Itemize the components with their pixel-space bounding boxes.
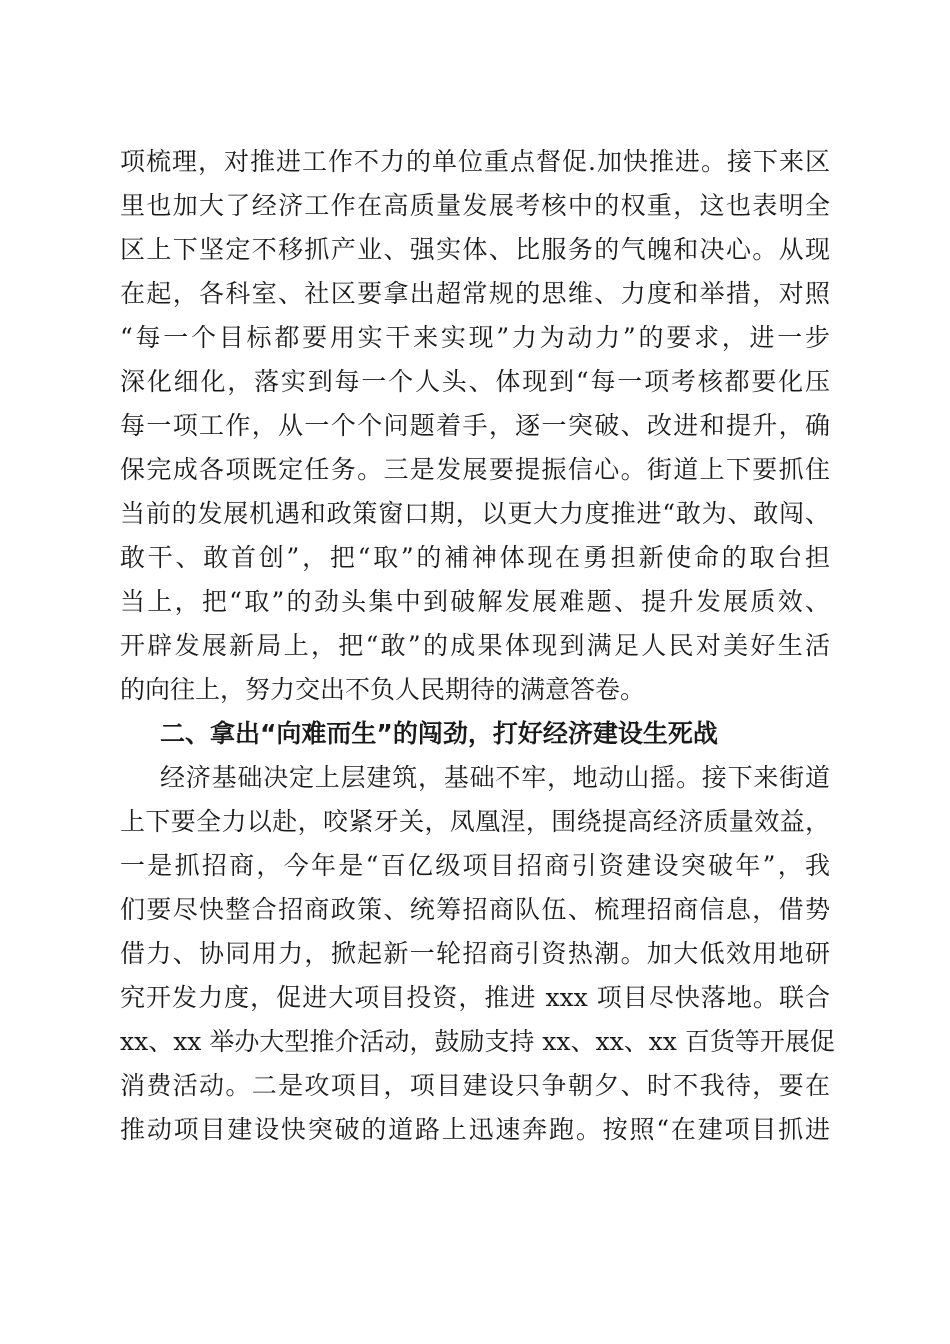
paragraph-line: 当上，把“取”的劲头集中到破解发展难题、提升发展质效、 [120, 587, 830, 616]
paragraph-line: 一是抓招商，今年是“百亿级项目招商引资建设突破年”，我 [120, 851, 830, 880]
paragraph-line: xx、xx 举办大型推介活动，鼓励支持 xx、xx、xx 百货等开展促 [120, 1027, 835, 1056]
paragraph-line: 深化细化，落实到每一个人头、体现到“每一项考核都要化压 [120, 367, 830, 396]
paragraph-line: 究开发力度，促进大项目投资，推进 xxx 项目尽快落地。联合 [120, 983, 830, 1012]
paragraph-line: 们要尽快整合招商政策、统筹招商队伍、梳理招商信息，借势 [120, 895, 830, 924]
paragraph-line: 在起，各科室、社区要拿出超常规的思维、力度和举措，对照 [120, 279, 830, 308]
section-heading: 二、拿出“向难而生”的闯劲，打好经济建设生死战 [160, 719, 718, 748]
paragraph-line: 上下要全力以赴，咬紧牙关，凤凰涅，围绕提高经济质量效益， [120, 807, 830, 836]
paragraph-line: 借力、协同用力，掀起新一轮招商引资热潮。加大低效用地研 [120, 939, 830, 968]
paragraph-line: 每一项工作，从一个个问题着手，逐一突破、改进和提升，确 [120, 411, 830, 440]
paragraph-line: 里也加大了经济工作在高质量发展考核中的权重，这也表明全 [120, 191, 830, 220]
paragraph-line: “每一个目标都要用实干来实现”力为动力”的要求，进一步 [120, 323, 830, 352]
paragraph-line: 敢干、敢首创”，把“取”的補神体现在勇担新使命的取台担 [120, 543, 830, 572]
paragraph-line: 消费活动。二是攻项目，项目建设只争朝夕、时不我待，要在 [120, 1071, 830, 1100]
paragraph-line: 当前的发展机遇和政策窗口期，以更大力度推进“敢为、敢闯、 [120, 499, 830, 528]
paragraph-line: 区上下坚定不移抓产业、强实体、比服务的气魄和决心。从现 [120, 235, 830, 264]
paragraph-line: 保完成各项既定任务。三是发展要提振信心。街道上下要抓住 [120, 455, 830, 484]
paragraph-line: 的向往上，努力交出不负人民期待的满意答卷。 [120, 675, 646, 704]
paragraph-line: 经济基础决定上层建筑，基础不牢，地动山摇。接下来街道 [160, 763, 830, 792]
paragraph-line: 项梳理，对推进工作不力的单位重点督促.加快推进。接下来区 [120, 147, 830, 176]
paragraph-line: 推动项目建设快突破的道路上迅速奔跑。按照“在建项目抓进 [120, 1115, 830, 1144]
paragraph-line: 开辟发展新局上，把“敢”的成果体现到满足人民对美好生活 [120, 631, 830, 660]
